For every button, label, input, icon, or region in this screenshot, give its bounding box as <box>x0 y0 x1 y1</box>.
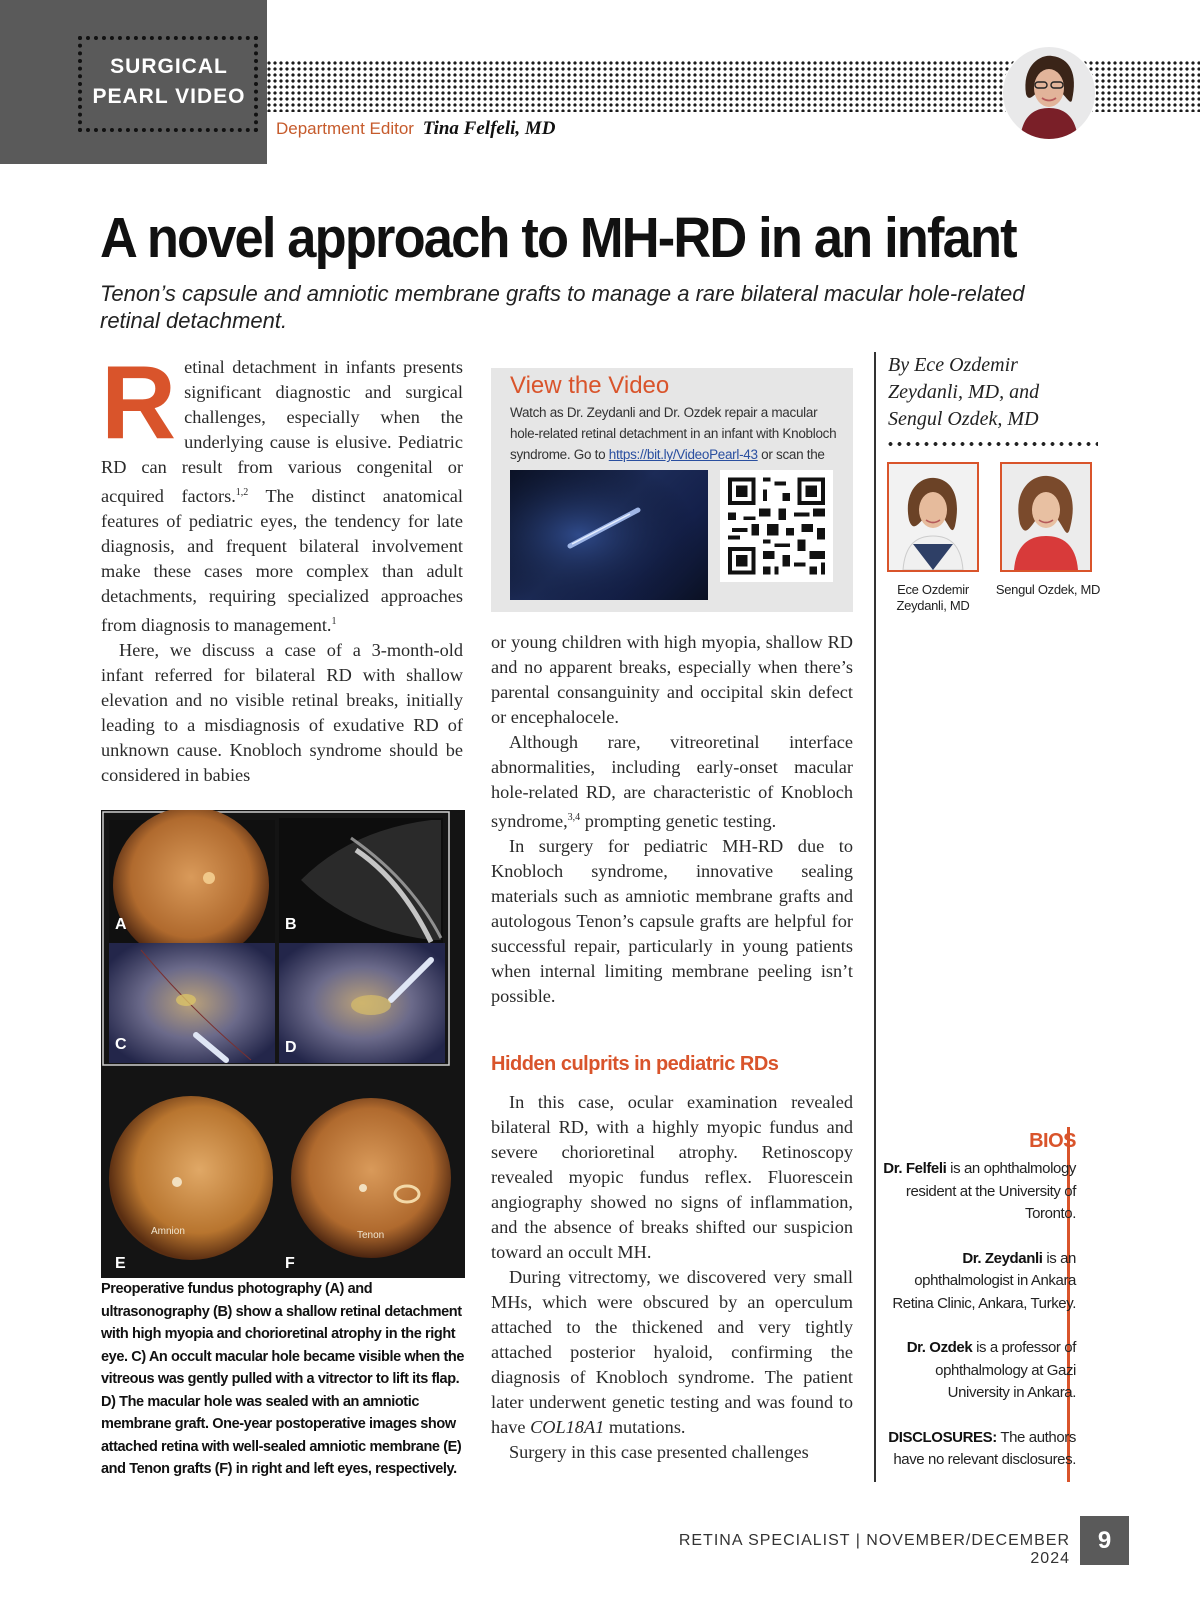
author-photo-ozdek <box>1000 462 1092 572</box>
paragraph-1-text: etinal detachment in infants presents significant diagnostic and surgical challenges, especially when the underlying cause is elusive. Pediatric RD can result from various congenital or acquired factors. <box>101 357 463 507</box>
reference-1-2: 1,2 <box>235 487 249 498</box>
col2-paragraph-1: or young children with high myopia, shallow RD and no apparent breaks, especially when there’s parental consanguinity and occipital skin defect or encephalocele. <box>491 632 853 727</box>
bio-felfeli <box>880 1158 1076 1226</box>
qr-code[interactable] <box>720 470 833 582</box>
author-caption-ozdek: Sengul Ozdek, MD <box>995 582 1101 597</box>
panel-label-b: B <box>285 916 297 933</box>
col2-paragraph-3: In surgery for pediatric MH-RD due to Knobloch syndrome, innovative sealing materials such as amniotic membrane grafts and autologous Tenon’s capsule grafts are helpful for successful repair, particularly in young patients when internal limiting membrane peeling isn’t possible. <box>491 836 853 1007</box>
bio-felfeli-name: Dr. Felfeli <box>883 1160 947 1177</box>
paragraph-2: Here, we discuss a case of a 3-month-old infant referred for bilateral RD with shallow elevation and no visible retinal breaks, initially leading to a misdiagnosis of exudative RD of unknown cause. Knobloch syndrome should be considered in babies <box>101 640 463 786</box>
panel-label-f: F <box>285 1255 295 1272</box>
byline-line-1: By Ece Ozdemir <box>888 354 1018 376</box>
panel-label-e: E <box>115 1255 126 1272</box>
author-caption-zeydanli-line1: Ece Ozdemir <box>897 582 969 597</box>
page-number: 9 <box>1080 1516 1129 1565</box>
byline-line-3: Sengul Ozdek, MD <box>888 408 1039 430</box>
video-box-title: View the Video <box>510 372 670 399</box>
bio-zeydanli-name: Dr. Zeydanli <box>962 1249 1043 1267</box>
col2-paragraph-6: Surgery in this case presented challenges <box>509 1442 809 1462</box>
department-editor <box>276 118 556 140</box>
drop-cap: R <box>101 345 177 461</box>
column-1 <box>101 345 463 788</box>
column-2-bottom <box>491 1090 853 1465</box>
bios-heading: BIOS <box>1029 1130 1076 1152</box>
panel-label-a: A <box>115 916 127 933</box>
author-caption-zeydanli-line2: Zeydanli, MD <box>896 598 970 613</box>
video-thumbnail[interactable] <box>510 470 708 600</box>
byline-dot-divider <box>886 441 1098 447</box>
editor-name: Tina Felfeli, MD <box>422 118 556 139</box>
video-box-description-end: or scan the <box>761 447 825 462</box>
article-subtitle: Tenon’s capsule and amniotic membrane grafts to manage a rare bilateral macular hole-related retinal detachment. <box>100 281 1025 333</box>
column-2-top <box>491 630 853 1009</box>
reference-3-4: 3,4 <box>567 812 581 823</box>
byline-line-2: Zeydanli, MD, and <box>888 381 1040 403</box>
editor-role: Department Editor <box>276 119 414 138</box>
disclosures-label: DISCLOSURES: <box>888 1428 997 1446</box>
bio-ozdek-name: Dr. Ozdek <box>906 1339 973 1356</box>
annotation-amnion: Amnion <box>151 1226 185 1237</box>
disclosures-text: The authors have no relevant disclosures. <box>893 1428 1076 1468</box>
col2-paragraph-5 <box>491 1265 853 1440</box>
article-title: A novel approach to MH-RD in an infant <box>100 206 1016 270</box>
panel-label-c: C <box>115 1036 127 1053</box>
section-label-line1: SURGICAL <box>110 55 228 78</box>
byline <box>888 352 1118 433</box>
figure-caption: Preoperative fundus photography (A) and ultrasonography (B) show a shallow retinal detachment with high myopia and chorioretinal atrophy in the right eye. C) An occult macular hole became visible when the vitreous was gently pulled with a vitrector to lift its flap. D) The macular hole was sealed with an amniotic membrane graft. One-year postoperative images show attached retina with well-sealed amniotic membrane (E) and Tenon grafts (F) in right and left eyes, respectively. <box>101 1281 465 1477</box>
section-label <box>80 52 258 112</box>
bio-ozdek-text: is a professor of ophthalmology at Gazi University in Ankara. <box>935 1339 1076 1401</box>
bio-felfeli-text: is an ophthalmology resident at the University of Toronto. <box>905 1160 1076 1222</box>
bios-text <box>880 1158 1076 1494</box>
reference-1: 1 <box>331 616 337 628</box>
col2-paragraph-2-text: Although rare, vitreoretinal interface abnormalities, including early-onset macular hole-related RD, are characteristic of Knobloch syndrome, <box>491 732 853 832</box>
editor-photo <box>1002 46 1096 140</box>
author-photo-zeydanli <box>887 462 979 572</box>
bio-zeydanli-text: is an ophthalmologist in Ankara Retina Clinic, Ankara, Turkey. <box>892 1249 1076 1312</box>
col2-paragraph-2 <box>491 730 853 834</box>
annotation-tenon: Tenon <box>357 1230 385 1241</box>
paragraph-1-text-2: The distinct anatomical features of pediatric eyes, the tendency for late diagnosis, and frequent bilateral involvement make these cases more complex than adult detachments, requiring specialized approaches from diagnosis to management. <box>101 486 463 636</box>
col2-paragraph-4: In this case, ocular examination revealed bilateral RD, with a highly myopic fundus and severe chorioretinal atrophy. Retinoscopy revealed myopic fundus reflex. Fluorescein angiography showed no signs of inflammation, and the absence of breaks shifted our suspicion toward an occult MH. <box>491 1092 853 1262</box>
gene-name: COL18A1 <box>530 1417 605 1437</box>
col2-paragraph-5-text: During vitrectomy, we discovered very small MHs, which were obscured by an operculum attached to the thickened and very tightly attached posterior hyaloid, confirming the diagnosis of Knobloch syndrome. The patient later underwent genetic testing and was found to have <box>491 1267 853 1437</box>
video-link[interactable]: https://bit.ly/VideoPearl-43 <box>608 447 758 462</box>
bio-ozdek <box>880 1337 1076 1405</box>
section-label-line2: PEARL VIDEO <box>92 85 246 108</box>
panel-label-d: D <box>285 1039 297 1056</box>
bio-zeydanli <box>880 1248 1076 1316</box>
footer-publication: RETINA SPECIALIST | NOVEMBER/DECEMBER 2024 <box>678 1532 1070 1567</box>
column-divider <box>874 352 876 1482</box>
col2-paragraph-2-end: prompting genetic testing. <box>580 811 777 832</box>
video-box-description: Watch as Dr. Zeydanli and Dr. Ozdek repair a macular hole-related retinal detachment in an infant with Knobloch syndrome. Go to <box>510 405 837 462</box>
figure-panels <box>101 810 465 1278</box>
paragraph-1 <box>101 345 463 638</box>
section-heading: Hidden culprits in pediatric RDs <box>491 1053 779 1075</box>
disclosures <box>880 1427 1076 1472</box>
author-caption-zeydanli <box>883 582 983 614</box>
col2-paragraph-5-end: mutations. <box>604 1417 686 1437</box>
